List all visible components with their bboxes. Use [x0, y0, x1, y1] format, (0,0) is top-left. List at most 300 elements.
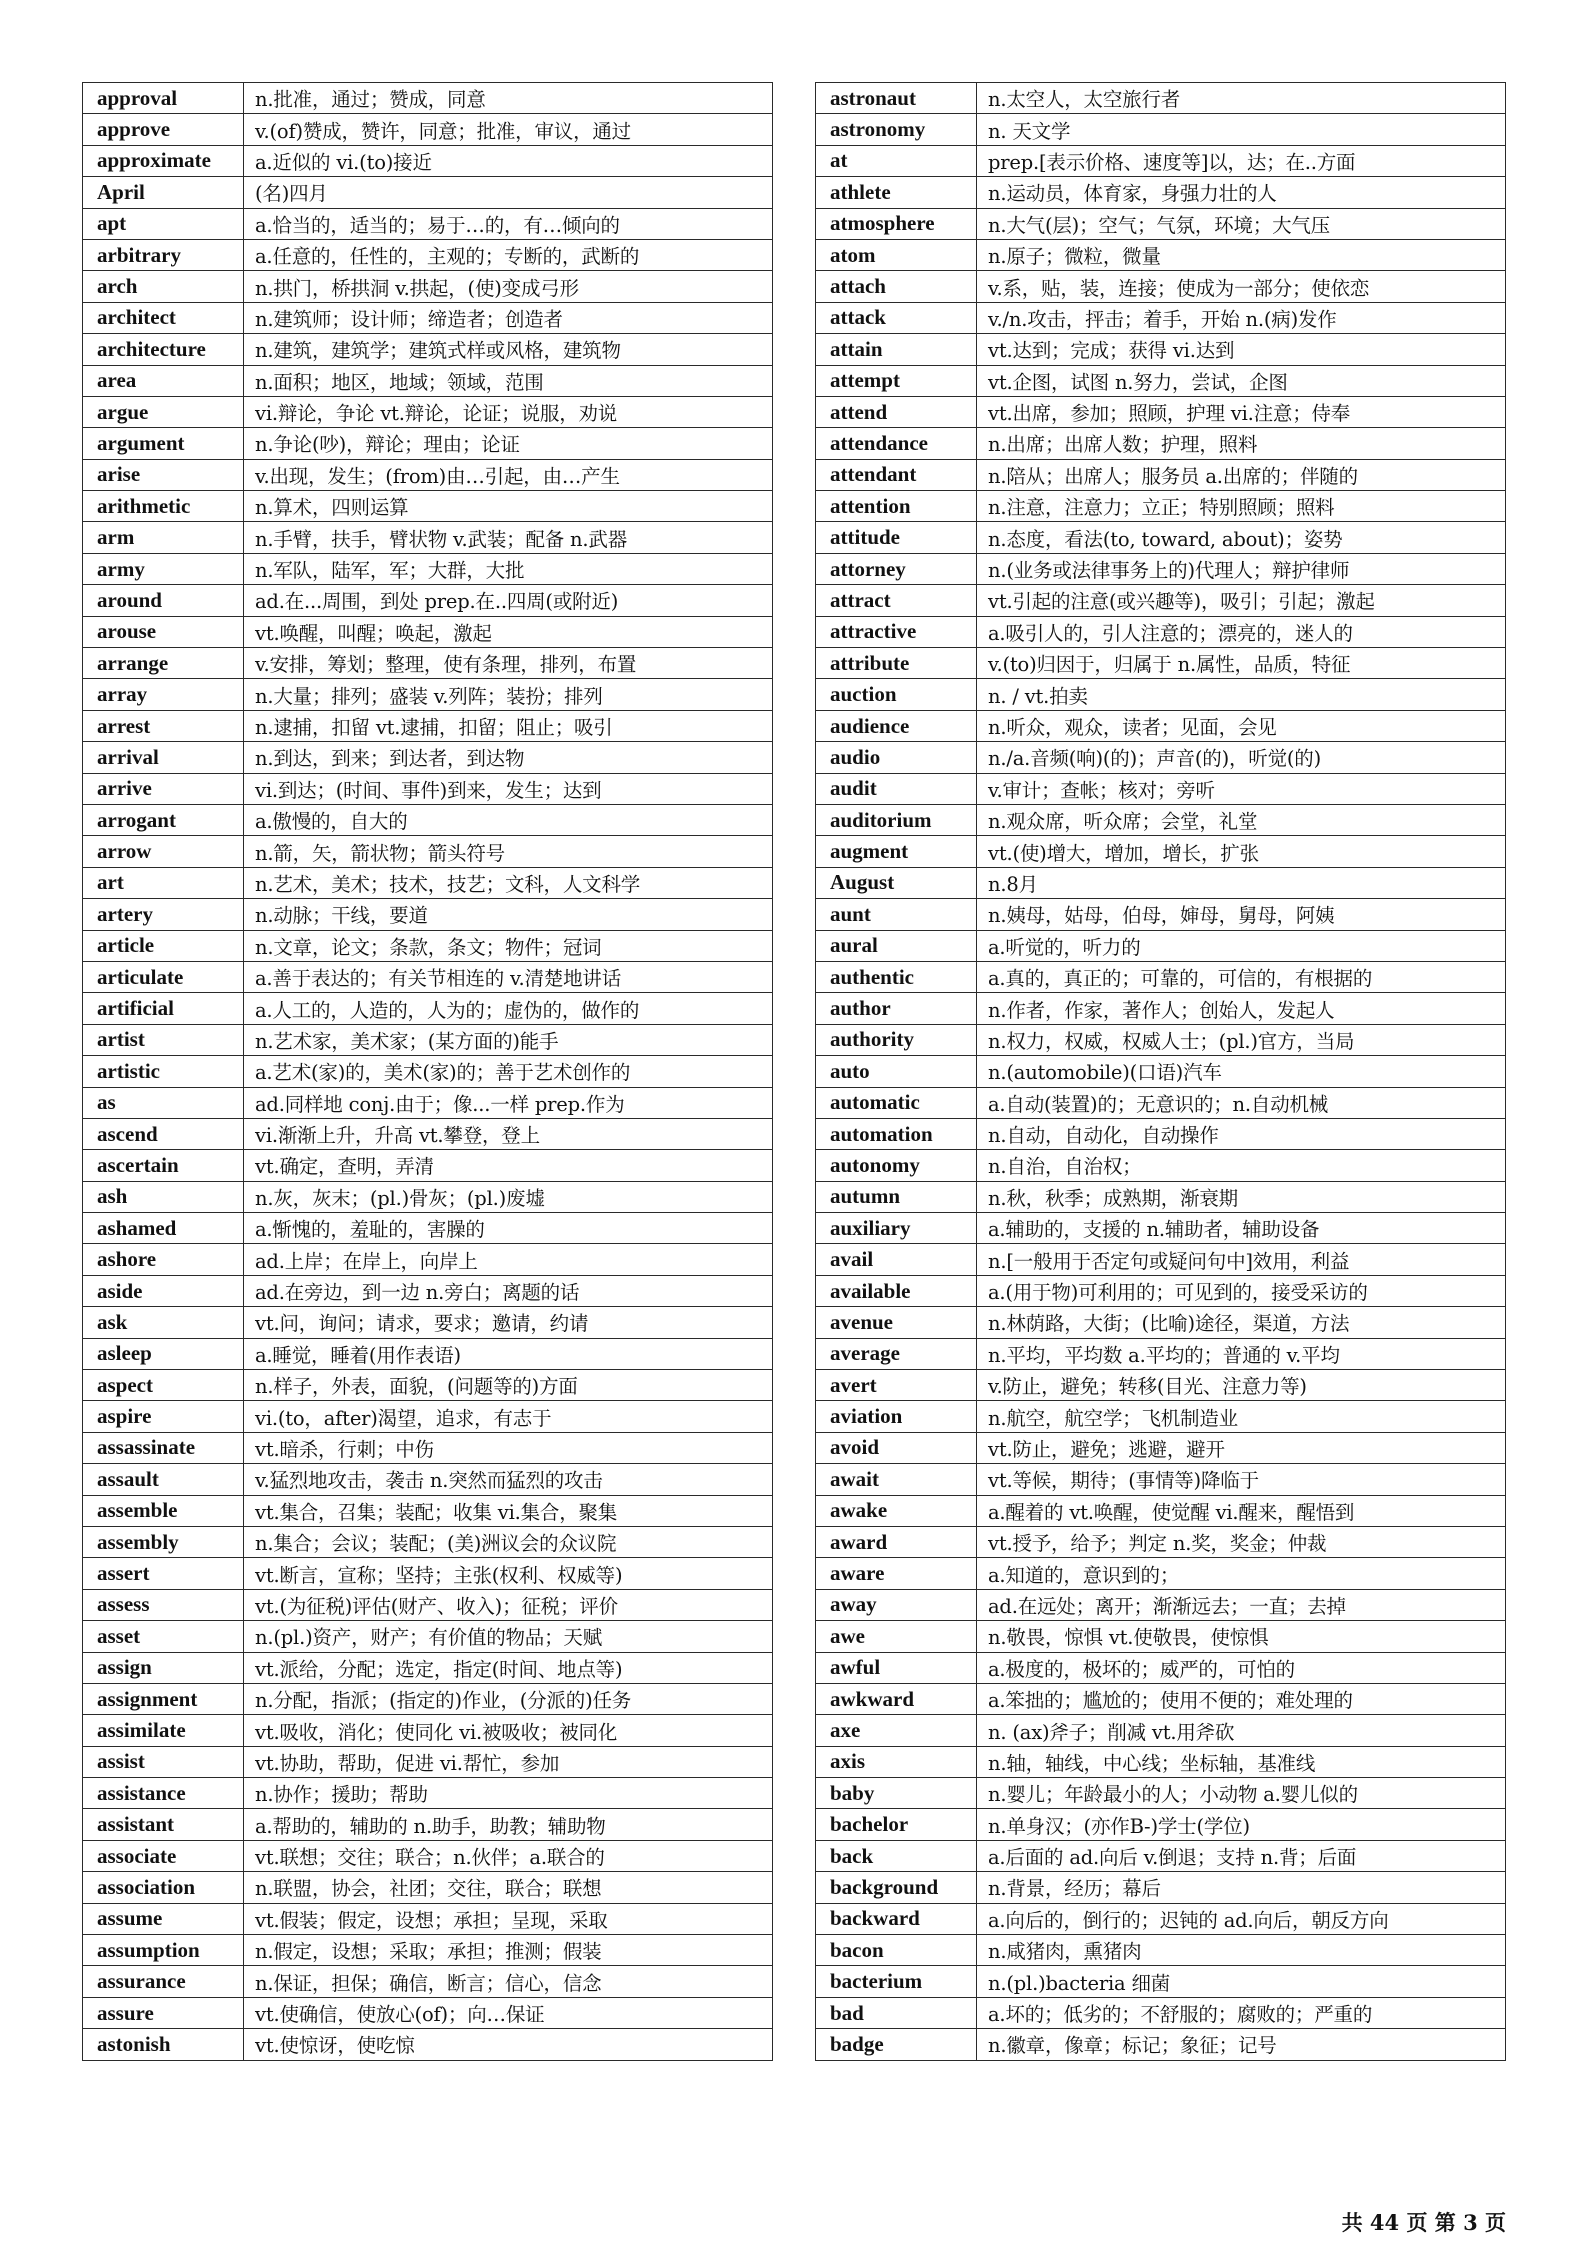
vocab-word: auditorium: [816, 804, 977, 835]
vocab-definition: a.吸引人的，引人注意的；漂亮的，迷人的: [977, 616, 1506, 647]
vocab-row: [83, 773, 773, 804]
vocab-row: [83, 742, 773, 773]
vocab-word: auto: [816, 1056, 977, 1087]
vocab-definition: vi.辩论，争论 vt.辩论，论证；说服，劝说: [244, 396, 773, 427]
vocab-row: [83, 1683, 773, 1714]
vocab-definition: v.(to)归因于，归属于 n.属性，品质，特征: [977, 648, 1506, 679]
vocab-row: [83, 710, 773, 741]
vocab-row: [83, 553, 773, 584]
vocab-row: [816, 1213, 1506, 1244]
vocab-definition: a.人工的，人造的，人为的；虚伪的，做作的: [244, 993, 773, 1024]
vocab-row: [816, 396, 1506, 427]
vocab-row: [83, 616, 773, 647]
vocab-row: [83, 1056, 773, 1087]
vocab-definition: a.听觉的，听力的: [977, 930, 1506, 961]
vocab-row: [83, 804, 773, 835]
vocab-row: [83, 1526, 773, 1557]
vocab-row: [83, 1746, 773, 1777]
vocab-row: [816, 1746, 1506, 1777]
vocab-definition: vt.派给，分配；选定，指定(时间、地点等): [244, 1652, 773, 1683]
vocab-definition: n.算术，四则运算: [244, 491, 773, 522]
vocab-definition: vt.集合，召集；装配；收集 vi.集合，聚集: [244, 1495, 773, 1526]
vocab-word: artist: [83, 1024, 244, 1055]
vocab-row: [816, 83, 1506, 114]
vocab-word: approximate: [83, 145, 244, 176]
vocab-definition: n.婴儿；年龄最小的人；小动物 a.婴儿似的: [977, 1778, 1506, 1809]
vocab-row: [816, 208, 1506, 239]
vocab-word: array: [83, 679, 244, 710]
vocab-word: author: [816, 993, 977, 1024]
vocab-definition: n.艺术家，美术家；(某方面的)能手: [244, 1024, 773, 1055]
vocab-row: [816, 585, 1506, 616]
vocab-row: [816, 742, 1506, 773]
vocab-word: badge: [816, 2029, 977, 2060]
vocab-definition: v.安排，筹划；整理，使有条理，排列，布置: [244, 648, 773, 679]
vocab-row: [83, 1872, 773, 1903]
vocab-word: arrival: [83, 742, 244, 773]
vocab-row: [83, 428, 773, 459]
vocab-table-right: [815, 82, 1506, 2061]
vocab-row: [83, 2029, 773, 2060]
vocab-definition: vi.渐渐上升，升高 vt.攀登，登上: [244, 1118, 773, 1149]
vocab-word: army: [83, 553, 244, 584]
vocab-word: augment: [816, 836, 977, 867]
vocab-definition: a.笨拙的；尴尬的；使用不便的；难处理的: [977, 1683, 1506, 1714]
vocab-word: assassinate: [83, 1432, 244, 1463]
vocab-word: apt: [83, 208, 244, 239]
vocab-row: [83, 585, 773, 616]
vocab-word: award: [816, 1526, 977, 1557]
vocab-word: at: [816, 145, 977, 176]
vocab-row: [83, 1840, 773, 1871]
vocab-definition: n.逮捕，扣留 vt.逮捕，扣留；阻止；吸引: [244, 710, 773, 741]
vocab-definition: n.轴，轴线，中心线；坐标轴，基准线: [977, 1746, 1506, 1777]
vocab-row: [83, 1621, 773, 1652]
vocab-definition: n.拱门，桥拱洞 v.拱起，(使)变成弓形: [244, 271, 773, 302]
vocab-definition: a.辅助的，支援的 n.辅助者，辅助设备: [977, 1213, 1506, 1244]
vocab-definition: n.徽章，像章；标记；象征；记号: [977, 2029, 1506, 2060]
vocab-row: [83, 177, 773, 208]
vocab-word: articulate: [83, 961, 244, 992]
vocab-row: [816, 271, 1506, 302]
vocab-definition: a.醒着的 vt.唤醒，使觉醒 vi.醒来，醒悟到: [977, 1495, 1506, 1526]
vocab-definition: a.(用于物)可利用的；可见到的，接受采访的: [977, 1275, 1506, 1306]
vocab-word: attendant: [816, 459, 977, 490]
vocab-row: [816, 1181, 1506, 1212]
vocab-row: [83, 1087, 773, 1118]
vocab-word: ascend: [83, 1118, 244, 1149]
vocab-row: [816, 1872, 1506, 1903]
vocab-word: avail: [816, 1244, 977, 1275]
vocab-definition: n.建筑，建筑学；建筑式样或风格，建筑物: [244, 334, 773, 365]
vocab-row: [816, 710, 1506, 741]
vocab-row: [83, 930, 773, 961]
vocab-row: [816, 1338, 1506, 1369]
vocab-word: arise: [83, 459, 244, 490]
vocab-definition: a.真的，真正的；可靠的，可信的，有根据的: [977, 961, 1506, 992]
vocab-word: ash: [83, 1181, 244, 1212]
vocab-word: architect: [83, 302, 244, 333]
vocab-row: [83, 1715, 773, 1746]
vocab-row: [83, 1024, 773, 1055]
vocab-word: arch: [83, 271, 244, 302]
vocab-definition: n.争论(吵)，辩论；理由；论证: [244, 428, 773, 459]
vocab-definition: vt.引起的注意(或兴趣等)，吸引；引起；激起: [977, 585, 1506, 616]
vocab-word: argue: [83, 396, 244, 427]
vocab-word: assurance: [83, 1966, 244, 1997]
vocab-word: asset: [83, 1621, 244, 1652]
vocab-row: [816, 1652, 1506, 1683]
vocab-word: back: [816, 1840, 977, 1871]
vocab-word: away: [816, 1589, 977, 1620]
vocab-row: [83, 1903, 773, 1934]
vocab-row: [83, 648, 773, 679]
vocab-row: [816, 867, 1506, 898]
vocab-word: arrogant: [83, 804, 244, 835]
vocab-word: ashamed: [83, 1213, 244, 1244]
vocab-row: [816, 1087, 1506, 1118]
vocab-definition: vt.(为征税)评估(财产、收入)；征税；评价: [244, 1589, 773, 1620]
vocab-definition: ad.在...周围，到处 prep.在..四周(或附近): [244, 585, 773, 616]
vocab-word: audio: [816, 742, 977, 773]
vocab-definition: n.自治，自治权；: [977, 1150, 1506, 1181]
vocab-word: attitude: [816, 522, 977, 553]
vocab-row: [83, 1275, 773, 1306]
vocab-definition: n.[一般用于否定句或疑问句中]效用，利益: [977, 1244, 1506, 1275]
vocab-definition: vt.暗杀，行刺；中伤: [244, 1432, 773, 1463]
vocab-row: [816, 177, 1506, 208]
vocab-definition: n. (ax)斧子；削减 vt.用斧砍: [977, 1715, 1506, 1746]
vocab-word: authority: [816, 1024, 977, 1055]
vocab-row: [83, 1150, 773, 1181]
vocab-word: awe: [816, 1621, 977, 1652]
vocab-definition: n.分配，指派；(指定的)作业，(分派的)任务: [244, 1683, 773, 1714]
vocab-word: arrest: [83, 710, 244, 741]
vocab-row: [83, 1432, 773, 1463]
vocab-row: [816, 114, 1506, 145]
vocab-definition: ad.在旁边，到一边 n.旁白；离题的话: [244, 1275, 773, 1306]
vocab-word: athlete: [816, 177, 977, 208]
vocab-word: arrow: [83, 836, 244, 867]
vocab-word: assumption: [83, 1935, 244, 1966]
vocab-row: [816, 1715, 1506, 1746]
vocab-row: [83, 1495, 773, 1526]
vocab-word: area: [83, 365, 244, 396]
vocab-word: astonish: [83, 2029, 244, 2060]
vocab-word: awkward: [816, 1683, 977, 1714]
vocab-row: [83, 836, 773, 867]
vocab-word: aspect: [83, 1370, 244, 1401]
vocab-definition: n.(业务或法律事务上的)代理人；辩护律师: [977, 553, 1506, 584]
vocab-definition: a.帮助的，辅助的 n.助手，助教；辅助物: [244, 1809, 773, 1840]
vocab-word: automation: [816, 1118, 977, 1149]
vocab-row: [816, 679, 1506, 710]
vocab-row: [816, 1589, 1506, 1620]
vocab-word: aware: [816, 1558, 977, 1589]
vocab-word: bad: [816, 1997, 977, 2028]
vocab-definition: vi.到达；(时间、事件)到来，发生；达到: [244, 773, 773, 804]
vocab-definition: n.出席；出席人数；护理，照料: [977, 428, 1506, 459]
vocab-word: associate: [83, 1840, 244, 1871]
vocab-definition: a.恰当的，适当的；易于…的，有…倾向的: [244, 208, 773, 239]
vocab-row: [83, 491, 773, 522]
vocab-word: attendance: [816, 428, 977, 459]
vocab-word: auction: [816, 679, 977, 710]
vocab-definition: vt.达到；完成；获得 vi.达到: [977, 334, 1506, 365]
vocab-definition: n.注意，注意力；立正；特别照顾；照料: [977, 491, 1506, 522]
vocab-row: [816, 616, 1506, 647]
vocab-definition: vt.协助，帮助，促进 vi.帮忙，参加: [244, 1746, 773, 1777]
vocab-definition: vt.(使)增大，增加，增长，扩张: [977, 836, 1506, 867]
vocab-definition: n.箭，矢，箭状物；箭头符号: [244, 836, 773, 867]
vocab-word: avenue: [816, 1307, 977, 1338]
vocab-definition: n.文章，论文；条款，条文；物件；冠词: [244, 930, 773, 961]
vocab-row: [816, 1935, 1506, 1966]
vocab-word: attribute: [816, 648, 977, 679]
vocab-row: [816, 899, 1506, 930]
vocab-definition: vt.出席，参加；照顾，护理 vi.注意；侍奉: [977, 396, 1506, 427]
vocab-definition: n.(automobile)(口语)汽车: [977, 1056, 1506, 1087]
vocab-row: [816, 1370, 1506, 1401]
vocab-definition: prep.[表示价格、速度等]以，达；在..方面: [977, 145, 1506, 176]
vocab-definition: vt.确定，查明，弄清: [244, 1150, 773, 1181]
vocab-definition: vt.授予，给予；判定 n.奖，奖金；仲裁: [977, 1526, 1506, 1557]
vocab-word: bacon: [816, 1935, 977, 1966]
vocab-definition: n.(pl.)bacteria 细菌: [977, 1966, 1506, 1997]
vocab-word: article: [83, 930, 244, 961]
vocab-definition: n.作者，作家，著作人；创始人，发起人: [977, 993, 1506, 1024]
vocab-definition: a.坏的；低劣的；不舒服的；腐败的；严重的: [977, 1997, 1506, 2028]
vocab-word: authentic: [816, 961, 977, 992]
vocab-row: [816, 1778, 1506, 1809]
vocab-table-left: [82, 82, 773, 2061]
vocab-row: [83, 302, 773, 333]
vocab-row: [816, 1966, 1506, 1997]
vocab-word: attack: [816, 302, 977, 333]
vocab-definition: n.航空，航空学；飞机制造业: [977, 1401, 1506, 1432]
vocab-definition: vt.假装；假定，设想；承担；呈现，采取: [244, 1903, 773, 1934]
vocab-definition: a.艺术(家)的，美术(家)的；善于艺术创作的: [244, 1056, 773, 1087]
vocab-definition: n.林荫路，大街；(比喻)途径，渠道，方法: [977, 1307, 1506, 1338]
vocab-definition: n.到达，到来；到达者，到达物: [244, 742, 773, 773]
vocab-definition: v.审计；查帐；核对；旁听: [977, 773, 1506, 804]
vocab-word: attempt: [816, 365, 977, 396]
vocab-word: avoid: [816, 1432, 977, 1463]
vocab-row: [816, 1118, 1506, 1149]
vocab-definition: n.自动，自动化，自动操作: [977, 1118, 1506, 1149]
vocab-row: [83, 679, 773, 710]
vocab-definition: a.睡觉，睡着(用作表语): [244, 1338, 773, 1369]
vocab-word: automatic: [816, 1087, 977, 1118]
vocab-word: attain: [816, 334, 977, 365]
vocab-word: arrive: [83, 773, 244, 804]
vocab-row: [816, 1997, 1506, 2028]
vocab-definition: n. 天文学: [977, 114, 1506, 145]
vocab-row: [83, 1307, 773, 1338]
vocab-row: [816, 804, 1506, 835]
vocab-definition: n.军队，陆军，军；大群，大批: [244, 553, 773, 584]
vocab-word: aspire: [83, 1401, 244, 1432]
vocab-word: await: [816, 1464, 977, 1495]
vocab-row: [83, 396, 773, 427]
vocab-definition: vt.使惊讶，使吃惊: [244, 2029, 773, 2060]
vocab-row: [816, 1526, 1506, 1557]
vocab-row: [83, 1213, 773, 1244]
vocab-definition: n.大气(层)；空气；气氛，环境；大气压: [977, 208, 1506, 239]
vocab-word: architecture: [83, 334, 244, 365]
vocab-row: [816, 522, 1506, 553]
vocab-word: aside: [83, 1275, 244, 1306]
vocab-row: [83, 522, 773, 553]
vocab-word: attractive: [816, 616, 977, 647]
vocab-row: [83, 114, 773, 145]
vocab-definition: n.样子，外表，面貌，(问题等的)方面: [244, 1370, 773, 1401]
vocab-definition: ad.上岸；在岸上，向岸上: [244, 1244, 773, 1275]
vocab-row: [816, 1401, 1506, 1432]
vocab-definition: a.傲慢的，自大的: [244, 804, 773, 835]
vocab-row: [83, 1809, 773, 1840]
vocab-row: [816, 1024, 1506, 1055]
vocab-word: autumn: [816, 1181, 977, 1212]
vocab-row: [83, 1181, 773, 1212]
vocab-word: as: [83, 1087, 244, 1118]
vocab-definition: n.敬畏，惊惧 vt.使敬畏，使惊惧: [977, 1621, 1506, 1652]
vocab-word: attach: [816, 271, 977, 302]
vocab-row: [83, 961, 773, 992]
vocab-definition: n.手臂，扶手，臂状物 v.武装；配备 n.武器: [244, 522, 773, 553]
vocab-definition: n.咸猪肉，熏猪肉: [977, 1935, 1506, 1966]
vocab-row: [83, 1338, 773, 1369]
vocab-word: awful: [816, 1652, 977, 1683]
vocab-row: [816, 1840, 1506, 1871]
vocab-word: attorney: [816, 553, 977, 584]
vocab-row: [816, 145, 1506, 176]
vocab-word: atmosphere: [816, 208, 977, 239]
vocab-word: assure: [83, 1997, 244, 2028]
vocab-definition: n.动脉；干线，要道: [244, 899, 773, 930]
vocab-definition: vt.企图，试图 n.努力，尝试，企图: [977, 365, 1506, 396]
vocab-word: asleep: [83, 1338, 244, 1369]
vocab-word: awake: [816, 1495, 977, 1526]
vocab-definition: v./n.攻击，抨击；着手，开始 n.(病)发作: [977, 302, 1506, 333]
vocab-row: [816, 302, 1506, 333]
vocab-word: attract: [816, 585, 977, 616]
vocab-definition: n.观众席，听众席；会堂，礼堂: [977, 804, 1506, 835]
vocab-definition: n.艺术，美术；技术，技艺；文科，人文科学: [244, 867, 773, 898]
vocab-definition: a.向后的，倒行的；迟钝的 ad.向后，朝反方向: [977, 1903, 1506, 1934]
vocab-table-left-body: [83, 83, 773, 2061]
vocab-word: arrange: [83, 648, 244, 679]
vocab-word: astronaut: [816, 83, 977, 114]
vocab-row: [816, 1244, 1506, 1275]
vocab-definition: vt.断言，宣称；坚持；主张(权利、权威等): [244, 1558, 773, 1589]
vocab-row: [83, 239, 773, 270]
vocab-word: assist: [83, 1746, 244, 1777]
vocab-word: art: [83, 867, 244, 898]
vocab-definition: vt.唤醒，叫醒；唤起，激起: [244, 616, 773, 647]
vocab-word: around: [83, 585, 244, 616]
vocab-row: [816, 1432, 1506, 1463]
vocab-definition: vt.使确信，使放心(of)；向…保证: [244, 1997, 773, 2028]
vocab-row: [816, 1307, 1506, 1338]
vocab-word: backward: [816, 1903, 977, 1934]
vocab-row: [83, 1464, 773, 1495]
vocab-word: aunt: [816, 899, 977, 930]
vocab-definition: n.集合；会议；装配；(美)洲议会的众议院: [244, 1526, 773, 1557]
vocab-row: [83, 145, 773, 176]
vocab-definition: vt.问，询问；请求，要求；邀请，约请: [244, 1307, 773, 1338]
vocab-word: assert: [83, 1558, 244, 1589]
vocab-definition: n.8月: [977, 867, 1506, 898]
vocab-definition: n.建筑师；设计师；缔造者；创造者: [244, 302, 773, 333]
vocab-definition: a.自动(装置)的；无意识的；n.自动机械: [977, 1087, 1506, 1118]
vocab-definition: v.系，贴，装，连接；使成为一部分；使依恋: [977, 271, 1506, 302]
vocab-definition: ad.在远处；离开；渐渐远去；一直；去掉: [977, 1589, 1506, 1620]
vocab-word: arouse: [83, 616, 244, 647]
vocab-row: [83, 1558, 773, 1589]
vocab-definition: a.近似的 vi.(to)接近: [244, 145, 773, 176]
vocab-word: arithmetic: [83, 491, 244, 522]
vocab-word: audit: [816, 773, 977, 804]
vocab-word: bacterium: [816, 1966, 977, 1997]
vocab-row: [83, 208, 773, 239]
vocab-row: [816, 1809, 1506, 1840]
vocab-definition: a.惭愧的，羞耻的，害臊的: [244, 1213, 773, 1244]
vocab-definition: a.知道的，意识到的；: [977, 1558, 1506, 1589]
vocab-definition: a.任意的，任性的，主观的；专断的，武断的: [244, 239, 773, 270]
vocab-row: [83, 1997, 773, 2028]
vocab-definition: v.(of)赞成，赞许，同意；批准，审议，通过: [244, 114, 773, 145]
vocab-word: ask: [83, 1307, 244, 1338]
vocab-row: [816, 1621, 1506, 1652]
vocab-row: [83, 365, 773, 396]
vocab-definition: n.权力，权威，权威人士；(pl.)官方，当局: [977, 1024, 1506, 1055]
vocab-definition: a.极度的，极坏的；威严的，可怕的: [977, 1652, 1506, 1683]
vocab-word: attend: [816, 396, 977, 427]
vocab-definition: n.听众，观众，读者；见面，会见: [977, 710, 1506, 741]
vocab-word: ashore: [83, 1244, 244, 1275]
vocab-word: assistance: [83, 1778, 244, 1809]
vocab-word: auxiliary: [816, 1213, 977, 1244]
vocab-word: avert: [816, 1370, 977, 1401]
vocab-word: available: [816, 1275, 977, 1306]
vocab-row: [816, 1683, 1506, 1714]
vocab-row: [816, 491, 1506, 522]
vocab-row: [83, 83, 773, 114]
vocab-definition: v.出现，发生；(from)由…引起，由…产生: [244, 459, 773, 490]
vocab-definition: n.陪从；出席人；服务员 a.出席的；伴随的: [977, 459, 1506, 490]
vocab-word: ascertain: [83, 1150, 244, 1181]
vocab-word: assess: [83, 1589, 244, 1620]
vocab-definition: n.面积；地区，地域；领域，范围: [244, 365, 773, 396]
vocab-word: assistant: [83, 1809, 244, 1840]
vocab-row: [816, 1903, 1506, 1934]
vocab-row: [816, 773, 1506, 804]
vocab-row: [83, 1778, 773, 1809]
vocab-row: [816, 1558, 1506, 1589]
vocab-word: assault: [83, 1464, 244, 1495]
vocab-word: assimilate: [83, 1715, 244, 1746]
vocab-definition: vt.防止，避免；逃避，避开: [977, 1432, 1506, 1463]
vocab-row: [83, 1966, 773, 1997]
vocab-row: [816, 334, 1506, 365]
vocab-definition: n.态度，看法(to, toward, about)；姿势: [977, 522, 1506, 553]
vocab-definition: ad.同样地 conj.由于；像...一样 prep.作为: [244, 1087, 773, 1118]
vocab-definition: n./a.音频(响)(的)；声音(的)，听觉(的): [977, 742, 1506, 773]
page-number: 共 44 页 第 3 页: [1341, 2210, 1506, 2235]
vocab-table-right-body: [816, 83, 1506, 2061]
vocab-word: background: [816, 1872, 977, 1903]
